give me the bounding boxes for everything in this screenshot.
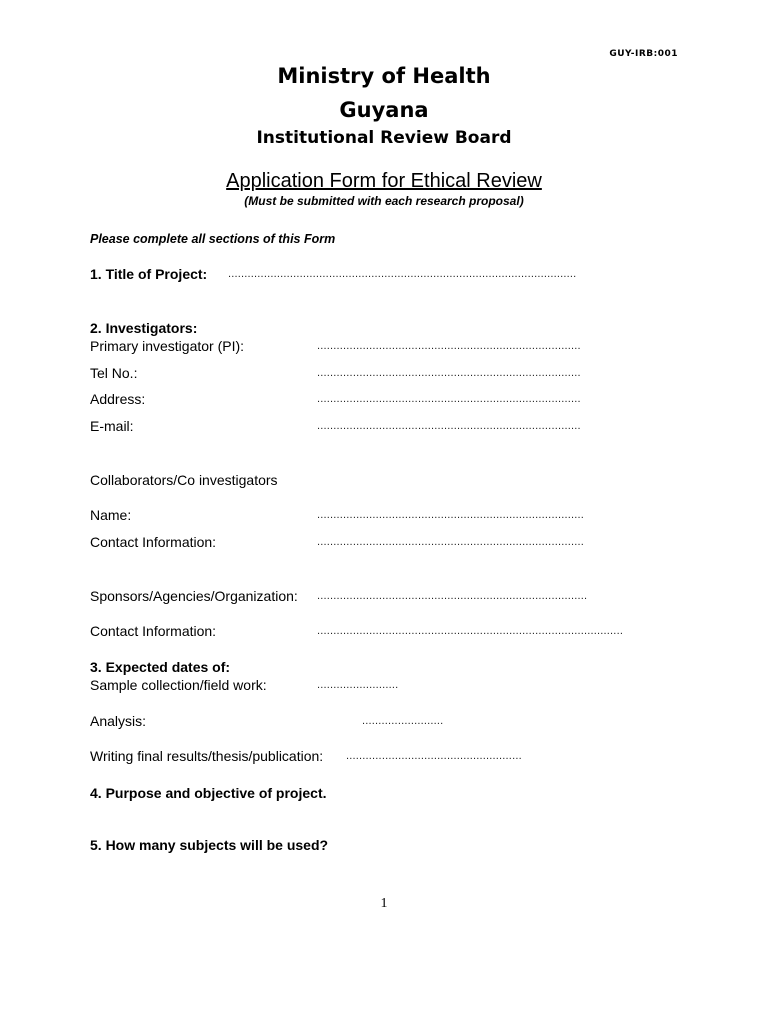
sponsor-contact-field-dots[interactable]: ..............................................................................................	[317, 625, 624, 637]
form-subtitle: (Must be submitted with each research proposal)	[244, 194, 524, 208]
section-1-heading: 1. Title of Project:	[90, 266, 208, 282]
writing-label: Writing final results/thesis/publication:	[90, 748, 324, 764]
address-field-dots[interactable]: .................................................................................	[317, 393, 581, 405]
section-2-heading: 2. Investigators:	[90, 320, 198, 336]
instruction-text: Please complete all sections of this Form	[90, 232, 336, 246]
collab-contact-field-dots[interactable]: ..................................................................................	[317, 536, 585, 548]
sponsor-contact-label: Contact Information:	[90, 623, 217, 639]
country-heading: Guyana	[339, 98, 429, 122]
collab-contact-label: Contact Information:	[90, 534, 217, 550]
sample-collection-label: Sample collection/field work:	[90, 677, 267, 693]
sponsors-label: Sponsors/Agencies/Organization:	[90, 588, 298, 604]
analysis-field-dots[interactable]: .........................	[362, 715, 444, 727]
collab-name-field-dots[interactable]: ..................................................................................	[317, 509, 585, 521]
address-label: Address:	[90, 391, 146, 407]
section-4-heading: 4. Purpose and objective of project.	[90, 785, 327, 801]
form-title: Application Form for Ethical Review	[226, 170, 542, 192]
email-field-dots[interactable]: .................................................................................	[317, 420, 581, 432]
board-heading: Institutional Review Board	[256, 128, 512, 148]
collaborators-heading: Collaborators/Co investigators	[90, 472, 278, 488]
collab-name-label: Name:	[90, 507, 132, 523]
tel-label: Tel No.:	[90, 365, 138, 381]
sponsors-field-dots[interactable]: ...................................................................................	[317, 590, 588, 602]
section-5-heading: 5. How many subjects will be used?	[90, 837, 329, 853]
pi-label: Primary investigator (PI):	[90, 338, 245, 354]
email-label: E-mail:	[90, 418, 134, 434]
section-3-heading: 3. Expected dates of:	[90, 659, 231, 675]
pi-field-dots[interactable]: .................................................................................	[317, 340, 581, 352]
sample-collection-field-dots[interactable]: .........................	[317, 679, 399, 691]
ministry-heading: Ministry of Health	[277, 64, 491, 88]
writing-field-dots[interactable]: ......................................................	[346, 750, 522, 762]
tel-field-dots[interactable]: .................................................................................	[317, 367, 581, 379]
form-code: GUY-IRB:001	[609, 49, 678, 59]
page-number: 1	[380, 896, 388, 911]
title-field-dots[interactable]: ...........................................................................................................	[228, 268, 577, 280]
analysis-label: Analysis:	[90, 713, 147, 729]
